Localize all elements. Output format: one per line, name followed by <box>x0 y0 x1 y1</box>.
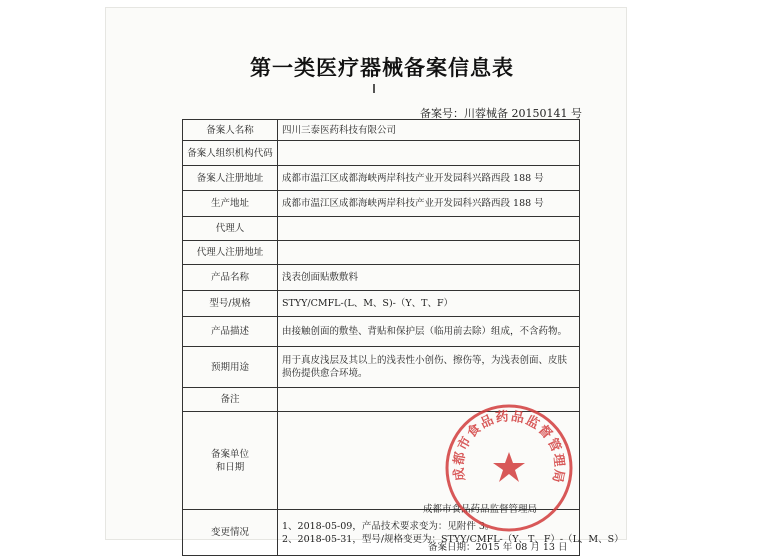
document-title: 第一类医疗器械备案信息表 <box>250 56 514 80</box>
unit-label <box>183 412 278 510</box>
record-number: 备案号：川蓉械备 20150141 号 <box>420 107 582 120</box>
field-label: 产品描述 <box>183 317 278 347</box>
field-label: 变更情况 <box>183 510 278 556</box>
field-value <box>278 217 580 241</box>
field-value: STYY/CMFL-(L、M、S)-（Y、T、F） <box>278 291 580 317</box>
field-label: 代理人注册地址 <box>183 241 278 265</box>
table-row <box>183 291 580 317</box>
table-row <box>183 217 580 241</box>
field-value: 浅表创面贴敷敷料 <box>278 265 580 291</box>
table-row <box>183 191 580 217</box>
field-value: 用于真皮浅层及其以上的浅表性小创伤、擦伤等，为浅表创面、皮肤损伤提供愈合环境。 <box>278 347 580 388</box>
table-row <box>183 141 580 166</box>
field-label: 备案人名称 <box>183 120 278 141</box>
table-row <box>183 317 580 347</box>
table-row <box>183 412 580 510</box>
field-label: 备案人组织机构代码 <box>183 141 278 166</box>
field-label: 预期用途 <box>183 347 278 388</box>
unit-label-line1: 备案单位 <box>210 448 249 460</box>
field-label: 型号/规格 <box>183 291 278 317</box>
unit-label-line2: 和日期 <box>215 461 245 473</box>
field-value: 由接触创面的敷垫、背贴和保护层（临用前去除）组成，不含药物。 <box>278 317 580 347</box>
table-row <box>183 241 580 265</box>
table-row <box>183 347 580 388</box>
pen-mark <box>373 84 375 93</box>
change-line-2: 2、2018-05-31，型号/规格变更为：STYY/CMFL-（Y、T、F）-（L、M、S） <box>282 533 624 545</box>
seal-text-path: 成都市食品药品监督管理局 <box>451 409 567 486</box>
record-date: 备案日期：2015 年 08 月 13 日 <box>428 541 568 553</box>
field-value: 四川三泰医药科技有限公司 <box>278 120 580 141</box>
field-value <box>278 241 580 265</box>
field-value <box>278 388 580 412</box>
field-label: 备案人注册地址 <box>183 166 278 191</box>
issuing-authority: 成都市食品药品监督管理局 <box>423 503 538 515</box>
field-label: 代理人 <box>183 217 278 241</box>
field-value: 成都市温江区成都海峡两岸科技产业开发园科兴路西段 188 号 <box>278 166 580 191</box>
field-value <box>278 141 580 166</box>
table-row <box>183 388 580 412</box>
table-row <box>183 166 580 191</box>
field-label: 备注 <box>183 388 278 412</box>
field-label: 生产地址 <box>183 191 278 217</box>
record-info-table <box>182 119 624 556</box>
change-line-1: 1、2018-05-09，产品技术要求变为：见附件 3。 <box>282 520 495 532</box>
field-label: 产品名称 <box>183 265 278 291</box>
table-row <box>183 120 580 141</box>
table-row <box>183 265 580 291</box>
field-value: 成都市温江区成都海峡两岸科技产业开发园科兴路西段 188 号 <box>278 191 580 217</box>
